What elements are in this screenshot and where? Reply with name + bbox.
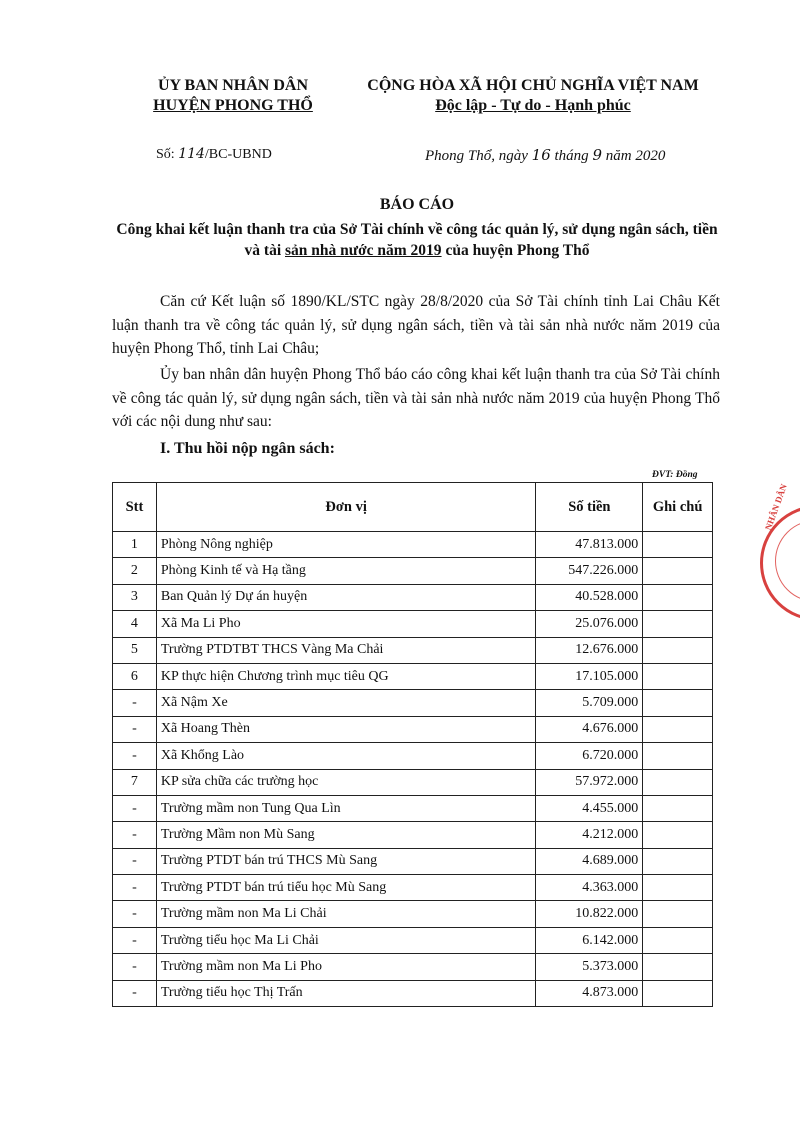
row-stt: 2 — [113, 558, 157, 584]
row-stt: 3 — [113, 584, 157, 610]
row-unit-name: Trường mầm non Ma Li Chải — [156, 901, 536, 927]
table-row — [113, 532, 713, 558]
date-month: 9 — [592, 146, 602, 164]
header-unit: Đơn vị — [156, 483, 536, 532]
table-row — [113, 558, 713, 584]
row-unit-name: Trường mầm non Tung Qua Lìn — [156, 795, 536, 821]
table-row — [113, 927, 713, 953]
table-row — [113, 743, 713, 769]
row-unit-name: Trường PTDTBT THCS Vàng Ma Chải — [156, 637, 536, 663]
paragraph-legal-basis: Căn cứ Kết luận số 1890/KL/STC ngày 28/8/2020 của Sở Tài chính tỉnh Lai Châu Kết luận thanh tra về công tác quản lý, sử dụng ngân sách, tiền và tài sản nhà nước năm 2019 của huyện Phong Thổ, tỉnh Lai Châu; — [112, 293, 720, 357]
issuing-authority — [128, 76, 338, 116]
row-stt: 1 — [113, 532, 157, 558]
row-unit-name: Phòng Kinh tế và Hạ tầng — [156, 558, 536, 584]
row-stt: - — [113, 875, 157, 901]
row-amount: 6.142.000 — [536, 927, 643, 953]
row-amount: 4.689.000 — [536, 848, 643, 874]
row-amount: 4.676.000 — [536, 716, 643, 742]
subtitle-part-1: Công khai kết luận thanh tra của Sở Tài chính về công tác quản lý, sử dụng ngân sách, tiền và tài — [116, 221, 718, 259]
budget-recovery-table — [112, 482, 713, 1007]
seal-text: NHÂN DÂN — [763, 482, 789, 532]
row-note — [643, 611, 713, 637]
row-note — [643, 558, 713, 584]
row-stt: 7 — [113, 769, 157, 795]
row-note — [643, 769, 713, 795]
row-unit-name: Xã Khổng Lào — [156, 743, 536, 769]
row-amount: 47.813.000 — [536, 532, 643, 558]
date-day: 16 — [531, 146, 551, 164]
row-unit-name: KP sửa chữa các trường học — [156, 769, 536, 795]
row-unit-name: Trường mầm non Ma Li Pho — [156, 954, 536, 980]
table-body — [113, 532, 713, 1007]
row-unit-name: Phòng Nông nghiệp — [156, 532, 536, 558]
table-row — [113, 795, 713, 821]
row-stt: - — [113, 716, 157, 742]
row-stt: - — [113, 822, 157, 848]
row-amount: 25.076.000 — [536, 611, 643, 637]
row-stt: - — [113, 848, 157, 874]
authority-line-2: HUYỆN PHONG THỔ — [153, 97, 313, 114]
row-amount: 4.873.000 — [536, 980, 643, 1006]
row-amount: 12.676.000 — [536, 637, 643, 663]
table-row — [113, 769, 713, 795]
table-row — [113, 611, 713, 637]
row-note — [643, 637, 713, 663]
row-note — [643, 980, 713, 1006]
row-stt: 5 — [113, 637, 157, 663]
authority-line-1: ỦY BAN NHÂN DÂN — [157, 77, 309, 94]
row-amount: 4.212.000 — [536, 822, 643, 848]
row-amount: 40.528.000 — [536, 584, 643, 610]
currency-unit-note: ĐVT: Đồng — [652, 470, 698, 480]
table-row — [113, 875, 713, 901]
table-row — [113, 663, 713, 689]
row-unit-name: Trường tiểu học Thị Trấn — [156, 980, 536, 1006]
table-row — [113, 716, 713, 742]
row-amount: 547.226.000 — [536, 558, 643, 584]
row-note — [643, 848, 713, 874]
row-stt: - — [113, 795, 157, 821]
date-place: Phong Thổ, ngày — [425, 148, 528, 164]
subtitle-part-2: sản nhà nước năm 2019 — [285, 242, 442, 259]
row-amount: 6.720.000 — [536, 743, 643, 769]
row-note — [643, 663, 713, 689]
row-amount: 10.822.000 — [536, 901, 643, 927]
row-unit-name: Xã Ma Li Pho — [156, 611, 536, 637]
national-motto: Độc lập - Tự do - Hạnh phúc — [435, 97, 631, 114]
row-stt: - — [113, 743, 157, 769]
table-row — [113, 954, 713, 980]
row-note — [643, 743, 713, 769]
row-amount: 57.972.000 — [536, 769, 643, 795]
row-note — [643, 690, 713, 716]
date-year: năm 2020 — [605, 148, 666, 164]
header-note: Ghi chú — [643, 483, 713, 532]
row-stt: - — [113, 980, 157, 1006]
row-note — [643, 901, 713, 927]
document-title: BÁO CÁO — [379, 196, 455, 213]
row-amount: 4.455.000 — [536, 795, 643, 821]
row-note — [643, 822, 713, 848]
row-note — [643, 927, 713, 953]
document-number — [156, 146, 272, 163]
section-heading: I. Thu hồi nộp ngân sách: — [160, 440, 335, 457]
row-unit-name: Xã Hoang Thèn — [156, 716, 536, 742]
official-seal — [760, 482, 800, 621]
row-amount: 5.709.000 — [536, 690, 643, 716]
row-stt: - — [113, 927, 157, 953]
table-row — [113, 822, 713, 848]
row-unit-name: Trường Mầm non Mù Sang — [156, 822, 536, 848]
national-heading — [348, 76, 718, 116]
paragraph-introduction: Ủy ban nhân dân huyện Phong Thổ báo cáo công khai kết luận thanh tra của Sở Tài chính về công tác quản lý, sử dụng ngân sách, tiền và tài sản nhà nước năm 2019 của huyện Phong Thổ với các nội dung như sau: — [112, 366, 720, 430]
subtitle-part-3: của huyện Phong Thổ — [441, 242, 590, 259]
row-stt: - — [113, 690, 157, 716]
row-unit-name: Trường PTDT bán trú tiểu học Mù Sang — [156, 875, 536, 901]
date-month-label: tháng — [554, 148, 589, 164]
date-line — [425, 146, 665, 165]
table-row — [113, 901, 713, 927]
national-name: CỘNG HÒA XÃ HỘI CHỦ NGHĨA VIỆT NAM — [367, 77, 699, 94]
row-unit-name: KP thực hiện Chương trình mục tiêu QG — [156, 663, 536, 689]
doc-number-prefix: Số: — [156, 147, 175, 162]
row-amount: 5.373.000 — [536, 954, 643, 980]
row-unit-name: Trường tiểu học Ma Li Chải — [156, 927, 536, 953]
doc-number-handwritten: 114 — [178, 146, 205, 162]
doc-number-suffix: /BC-UBND — [204, 147, 272, 162]
row-note — [643, 584, 713, 610]
row-unit-name: Trường PTDT bán trú THCS Mù Sang — [156, 848, 536, 874]
table-row — [113, 690, 713, 716]
row-amount: 4.363.000 — [536, 875, 643, 901]
row-unit-name: Ban Quản lý Dự án huyện — [156, 584, 536, 610]
table-row — [113, 584, 713, 610]
row-amount: 17.105.000 — [536, 663, 643, 689]
row-stt: - — [113, 901, 157, 927]
row-note — [643, 716, 713, 742]
row-note — [643, 795, 713, 821]
row-stt: 4 — [113, 611, 157, 637]
row-note — [643, 532, 713, 558]
table-row — [113, 980, 713, 1006]
table-row — [113, 637, 713, 663]
row-unit-name: Xã Nậm Xe — [156, 690, 536, 716]
table-header-row — [113, 483, 713, 532]
row-stt: - — [113, 954, 157, 980]
row-note — [643, 954, 713, 980]
table-row — [113, 848, 713, 874]
row-note — [643, 875, 713, 901]
row-stt: 6 — [113, 663, 157, 689]
header-stt: Stt — [113, 483, 157, 532]
document-subtitle — [112, 219, 722, 261]
header-amount: Số tiền — [536, 483, 643, 532]
